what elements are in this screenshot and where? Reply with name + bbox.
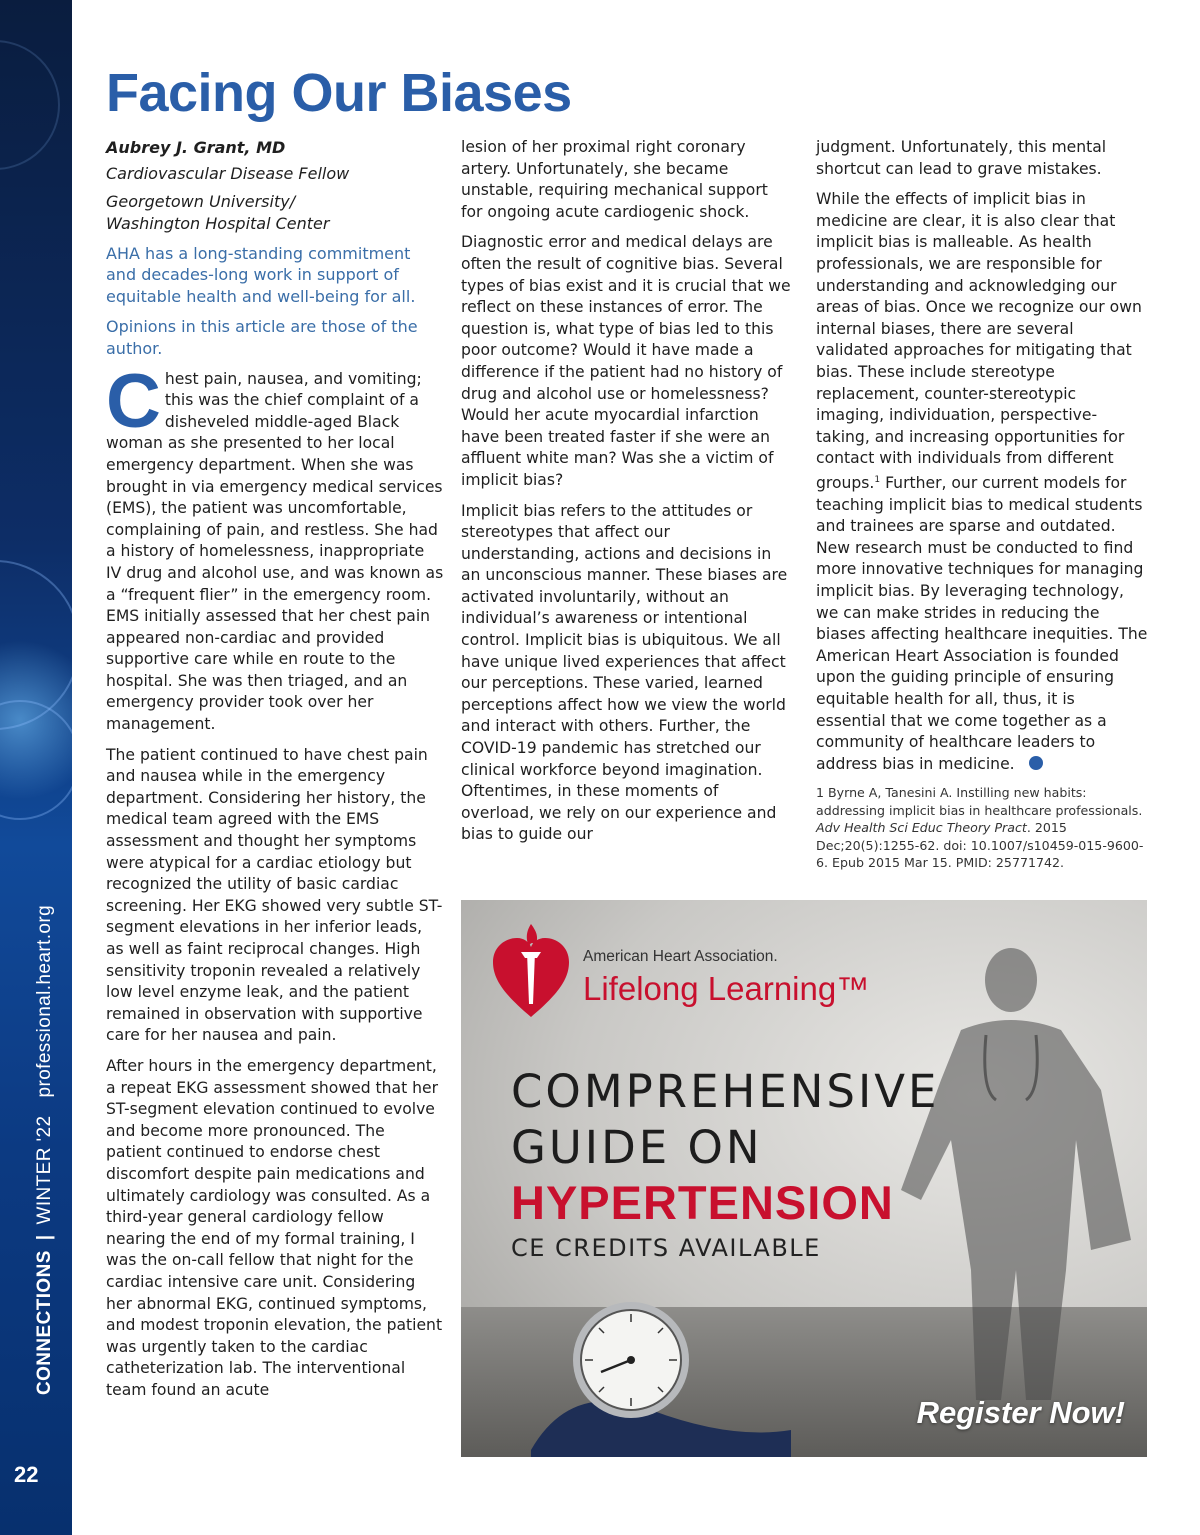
ad-headline-line-2: GUIDE ON bbox=[511, 1121, 763, 1174]
blood-pressure-gauge-icon bbox=[531, 1300, 791, 1457]
aha-heart-torch-icon bbox=[491, 922, 571, 1022]
footnote-text: 1 Byrne A, Tanesini A. Instilling new habits: addressing implicit bias in healthcare professionals. bbox=[816, 785, 1143, 818]
column-2 bbox=[461, 137, 791, 855]
sidebar bbox=[0, 0, 72, 1535]
drop-cap: C bbox=[106, 358, 161, 444]
page-number: 22 bbox=[14, 1462, 39, 1487]
separator: | bbox=[34, 1234, 55, 1241]
author-role: Cardiovascular Disease Fellow bbox=[106, 163, 350, 183]
author-affiliation bbox=[106, 191, 444, 235]
doctor-shadow-icon bbox=[901, 940, 1131, 1420]
decorative-ring bbox=[0, 40, 60, 170]
hypertension-ad[interactable] bbox=[461, 900, 1147, 1457]
affiliation-line-2: Washington Hospital Center bbox=[106, 213, 330, 233]
footnote bbox=[816, 784, 1148, 872]
paragraph bbox=[106, 358, 444, 736]
issue-label: WINTER '22 bbox=[34, 1115, 55, 1225]
paragraph bbox=[816, 189, 1148, 775]
ad-headline-line-1: COMPREHENSIVE bbox=[511, 1065, 940, 1118]
end-of-article-icon bbox=[1029, 756, 1043, 770]
paragraph: Diagnostic error and medical delays are often the result of cognitive bias. Several types of bias exist and it is crucial that we reflect on these instances of error. The question is, what type of bias led to this poor outcome? Would it have made a difference if the patient had no history of drug and alcohol use or homelessness? Would her acute myocardial infarction have been treated faster if she were an affluent white man? Was she a victim of implicit bias? bbox=[461, 233, 791, 489]
article-title: Facing Our Biases bbox=[106, 63, 572, 123]
paragraph: After hours in the emergency department, a repeat EKG assessment showed that her ST-segment elevation continued to evolve and become more pronounced. The patient continued to endorse chest discomfort despite pain medications and ultimately cardiology was consulted. As a third-year general cardiology fellow nearing the end of my formal training, I was the on-call fellow that night for the cardiac intensive care unit. Considering her abnormal EKG, continued symptoms, and modest troponin elevation, the patient was urgently taken to the cardiac catheterization lab. The interventional team found an acute bbox=[106, 1056, 443, 1399]
website-link[interactable]: professional.heart.org bbox=[34, 904, 55, 1098]
disclaimer-note: Opinions in this article are those of the author. bbox=[106, 317, 418, 358]
paragraph: Implicit bias refers to the attitudes or stereotypes that affect our understanding, actions and decisions in an unconscious manner. These biases are activated involuntarily, without an individual’s awareness or intentional control. Implicit bias is ubiquitous. We all have unique lived experiences that affect our perceptions. These varied, learned perceptions affect how we view the world and interact with others. Further, the COVID-19 pandemic has stretched our clinical workforce beyond imagination. Oftentimes, in these moments of overload, we rely on our experience and bias to guide our bbox=[461, 501, 788, 844]
commitment-note: AHA has a long-standing commitment and decades-long work in support of equitable health and well-being for all. bbox=[106, 243, 416, 306]
affiliation-line-1: Georgetown University/ bbox=[106, 191, 296, 211]
paragraph-text: Further, our current models for teaching implicit bias to medical students and trainees are sparse and outdated. New research must be conducted to find more innovative techniques for managing implicit bias. By leveraging technology, we can make strides in reducing the biases affecting healthcare inequities. The American Heart Association is founded upon the guiding principle of ensuring equitable health for all, thus, it is essential that we come together as a community of healthcare leaders to address bias in medicine. bbox=[816, 474, 1148, 773]
column-3 bbox=[816, 137, 1148, 872]
author-name: Aubrey J. Grant, MD bbox=[106, 138, 286, 157]
paragraph: The patient continued to have chest pain and nausea while in the emergency department. Considering her history, the medical team agreed with the EMS assessment and thought her symptoms were atypical for a cardiac etiology but recognized the utility of basic cardiac screening. Her EKG showed very subtle ST-segment elevations in her inferior leads, as well as faint reciprocal changes. High sensitivity troponin revealed a relatively low level enzyme leak, and the patient remained in observation with supportive care for her nausea and pain. bbox=[106, 745, 443, 1045]
decorative-ring bbox=[0, 700, 72, 820]
paragraph: lesion of her proximal right coronary artery. Unfortunately, she became unstable, requiring mechanical support for ongoing acute cardiogenic shock. bbox=[461, 138, 768, 221]
magazine-name: CONNECTIONS bbox=[34, 1250, 55, 1395]
paragraph-text: hest pain, nausea, and vomiting; this was the chief complaint of a disheveled middle-aged Black woman as she presented to her local emergency department. When she was brought in via emergency medical services (EMS), the patient was uncomfortable, complaining of pain, and restless. She had a history of homelessness, inappropriate IV drug and alcohol use, and was known as a “frequent flier” in the emergency room. EMS initially assessed that her chest pain appeared non-cardiac and provided supportive care while en route to the hospital. She was then triaged, and an emergency provider took over her management. bbox=[106, 369, 444, 734]
ad-subheadline: CE CREDITS AVAILABLE bbox=[511, 1234, 821, 1262]
ad-organization: American Heart Association. bbox=[583, 948, 778, 965]
register-now-button[interactable]: Register Now! bbox=[916, 1395, 1125, 1430]
paragraph: judgment. Unfortunately, this mental shortcut can lead to grave mistakes. bbox=[816, 138, 1107, 178]
column-1 bbox=[106, 137, 444, 1410]
footnote-journal: Adv Health Sci Educ Theory Pract bbox=[816, 820, 1027, 836]
ad-headline-line-3: HYPERTENSION bbox=[511, 1176, 894, 1229]
footnote-text: . 2015 Dec;20(5):1255-62. doi: 10.1007/s10459-015-9600-6. Epub 2015 Mar 15. PMID: 25771742. bbox=[816, 820, 1144, 871]
paragraph-text: While the effects of implicit bias in medicine are clear, it is also clear that implicit bias is malleable. As health professionals, we are responsible for understanding and acknowledging our areas of bias. Once we recognize our own internal biases, there are several validated approaches for mitigating that bias. These include stereotype replacement, counter-stereotypic imaging, individuation, perspective-taking, and increasing opportunities for contact with individuals from different groups. bbox=[816, 190, 1142, 493]
footnote-ref[interactable]: 1 bbox=[874, 474, 881, 485]
sidebar-running-head bbox=[34, 905, 56, 1395]
ad-program-name: Lifelong Learning™ bbox=[583, 970, 870, 1007]
